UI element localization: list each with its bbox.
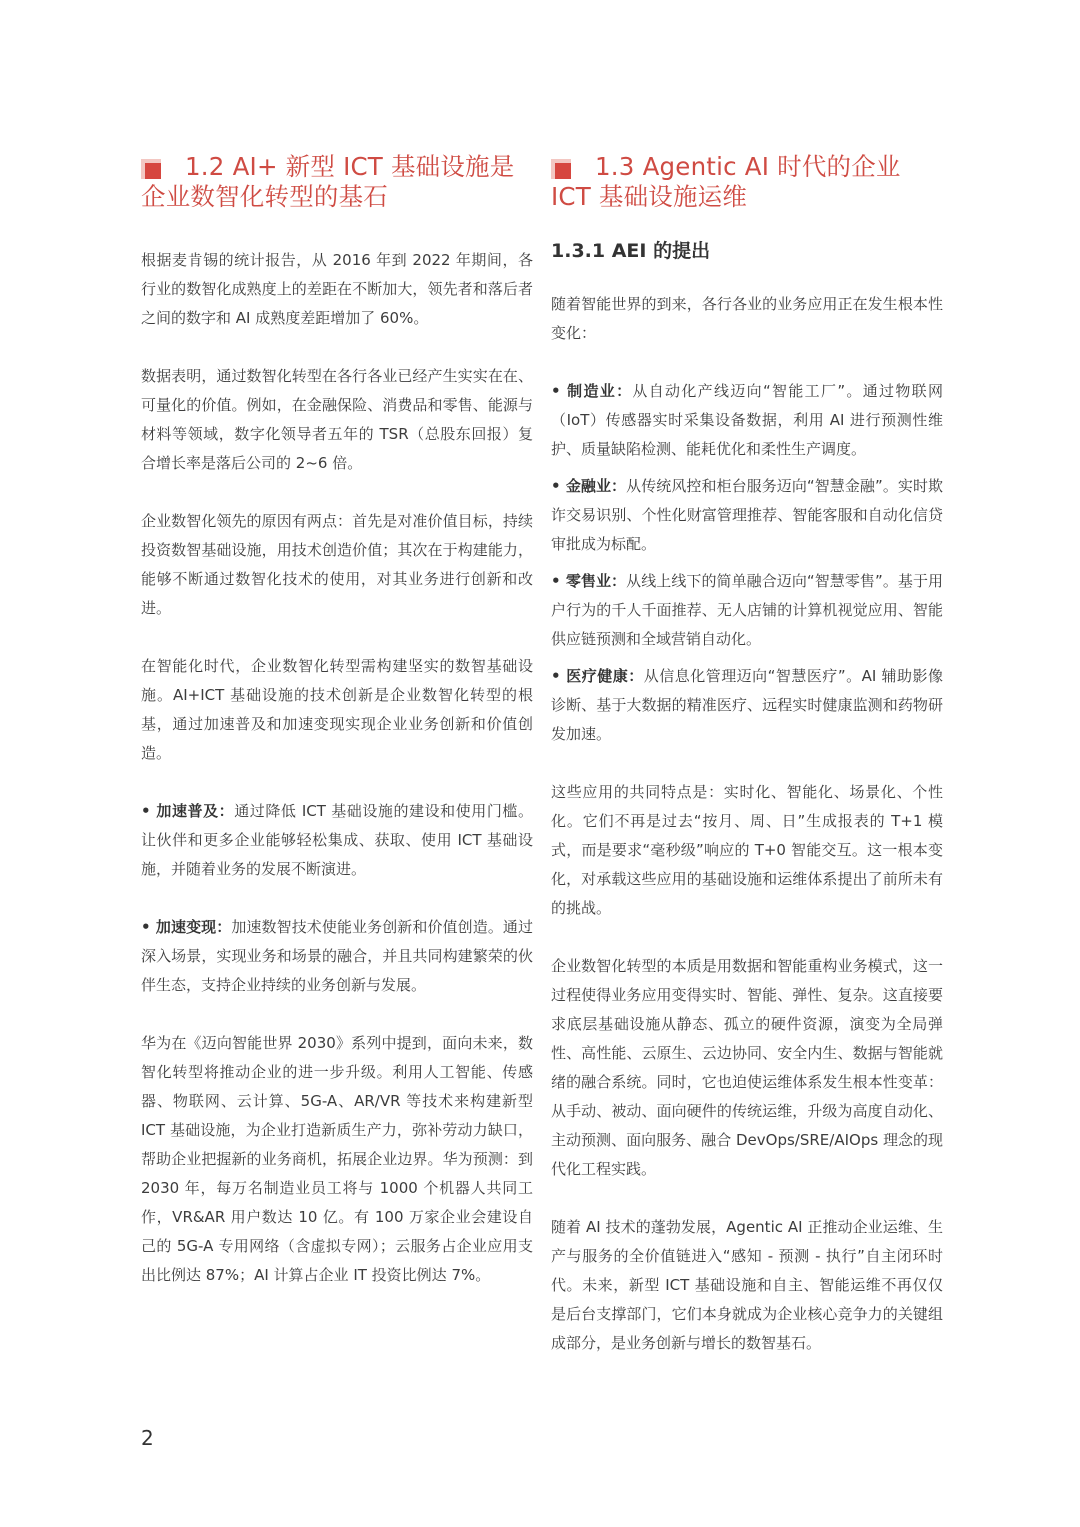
bullet-text: 加速数智技术使能业务创新和价值创造。通过深入场景，实现业务和场景的融合，并且共同构建繁荣的伙伴生态，支持企业持续的业务创新与发展。 bbox=[141, 918, 533, 994]
section-marker-icon bbox=[551, 159, 571, 179]
bullet-text: 从自动化产线迈向“智能工厂”。通过物联网（IoT）传感器实时采集设备数据，利用 AI 进行预测性维护、质量缺陷检测、能耗优化和柔性生产调度。 bbox=[551, 382, 943, 458]
section-title-1-2 bbox=[141, 152, 533, 212]
bullet-label: • 加速变现： bbox=[141, 918, 232, 936]
section-number: 1.2 bbox=[185, 152, 225, 181]
bullet-text: 从线上线下的简单融合迈向“智慧零售”。基于用户行为的千人千面推荐、无人店铺的计算机视觉应用、智能供应链预测和全域营销自动化。 bbox=[551, 572, 944, 648]
list-item-finance bbox=[551, 472, 943, 559]
bullet-label: • 零售业： bbox=[551, 572, 627, 590]
paragraph: 随着智能世界的到来，各行各业的业务应用正在发生根本性变化： bbox=[551, 295, 943, 342]
bullet-label: • 制造业： bbox=[551, 382, 633, 400]
right-column bbox=[551, 152, 943, 1387]
paragraph: 根据麦肯锡的统计报告，从 2016 年到 2022 年期间，各行业的数智化成熟度上的差距在不断加大，领先者和落后者之间的数字和 AI 成熟度差距增加了 60%。 bbox=[141, 251, 533, 327]
section-title-1-3 bbox=[551, 152, 943, 212]
paragraph: 企业数智化领先的原因有两点：首先是对准价值目标，持续投资数智基础设施，用技术创造价值；其次在于构建能力，能够不断通过数智化技术的使用，对其业务进行创新和改进。 bbox=[141, 512, 533, 617]
paragraph: 这些应用的共同特点是：实时化、智能化、场景化、个性化。它们不再是过去“按月、周、日”生成报表的 T+1 模式，而是要求“毫秒级”响应的 T+0 智能交互。这一根本变化，对承载这些应用的基础设施和运维体系提出了前所未有的挑战。 bbox=[551, 783, 943, 917]
section-marker-icon bbox=[141, 159, 161, 179]
bullet-label: • 金融业： bbox=[551, 477, 627, 495]
bullet-text: 从传统风控和柜台服务迈向“智慧金融”。实时欺诈交易识别、个性化财富管理推荐、智能客服和自动化信贷审批成为标配。 bbox=[551, 477, 944, 553]
list-item-healthcare bbox=[551, 662, 943, 749]
bullet-text: 通过降低 ICT 基础设施的建设和使用门槛。让伙伴和更多企业能够轻松集成、获取、使用 ICT 基础设施，并随着业务的发展不断演进。 bbox=[141, 802, 534, 878]
paragraph: 数据表明，通过数智化转型在各行各业已经产生实实在在、可量化的价值。例如，在金融保险、消费品和零售、能源与材料等领域，数字化领导者五年的 TSR（总股东回报）复合增长率是落后公司的 2~6 倍。 bbox=[141, 367, 533, 472]
page-number: 2 bbox=[141, 1426, 154, 1450]
bullet-accelerate-monetization bbox=[141, 913, 533, 1000]
section-number: 1.3 bbox=[595, 152, 635, 181]
paragraph: 企业数智化转型的本质是用数据和智能重构业务模式，这一过程使得业务应用变得实时、智能、弹性、复杂。这直接要求底层基础设施从静态、孤立的硬件资源，演变为全局弹性、高性能、云原生、云边协同、安全内生、数据与智能就绪的融合系统。同时，它也迫使运维体系发生根本性变革：从手动、被动、面向硬件的传统运维，升级为高度自动化、主动预测、面向服务、融合 DevOps/SRE/AIOps 理念的现代化工程实践。 bbox=[551, 957, 943, 1178]
section-title-text: Agentic AI 时代的企业 ICT 基础设施运维 bbox=[551, 152, 901, 211]
left-column bbox=[141, 152, 533, 1319]
list-item-retail bbox=[551, 567, 943, 654]
bullet-accelerate-adoption bbox=[141, 797, 533, 884]
list-item-manufacturing bbox=[551, 377, 943, 464]
bullet-label: • 医疗健康： bbox=[551, 667, 644, 685]
subheading: 1.3.1 AEI 的提出 bbox=[551, 240, 711, 262]
section-title-text: AI+ 新型 ICT 基础设施是企业数智化转型的基石 bbox=[141, 152, 515, 211]
bullet-text: 从信息化管理迈向“智慧医疗”。AI 辅助影像诊断、基于大数据的精准医疗、远程实时健康监测和药物研发加速。 bbox=[551, 667, 944, 743]
paragraph: 华为在《迈向智能世界 2030》系列中提到，面向未来，数智化转型将推动企业的进一步升级。利用人工智能、传感器、物联网、云计算、5G-A、AR/VR 等技术来构建新型 ICT 基础设施，为企业打造新质生产力，弥补劳动力缺口，帮助企业把握新的业务商机，拓展企业边界。华为预测：到 2030 年，每万名制造业员工将与 1000 个机器人共同工作，VR&AR 用户数达 10 亿。有 100 万家企业会建设自己的 5G-A 专用网络（含虚拟专网）；云服务占企业应用支出比例达 87%；AI 计算占企业 IT 投资比例达 7%。 bbox=[141, 1034, 533, 1284]
paragraph: 在智能化时代，企业数智化转型需构建坚实的数智基础设施。AI+ICT 基础设施的技术创新是企业数智化转型的根基，通过加速普及和加速变现实现企业业务创新和价值创造。 bbox=[141, 657, 533, 762]
bullet-label: • 加速普及： bbox=[141, 802, 235, 820]
paragraph: 随着 AI 技术的蓬勃发展，Agentic AI 正推动企业运维、生产与服务的全价值链进入“感知 - 预测 - 执行”自主闭环时代。未来，新型 ICT 基础设施和自主、智能运维不再仅仅是后台支撑部门，它们本身就成为企业核心竞争力的关键组成部分，是业务创新与增长的数智基石。 bbox=[551, 1218, 943, 1352]
